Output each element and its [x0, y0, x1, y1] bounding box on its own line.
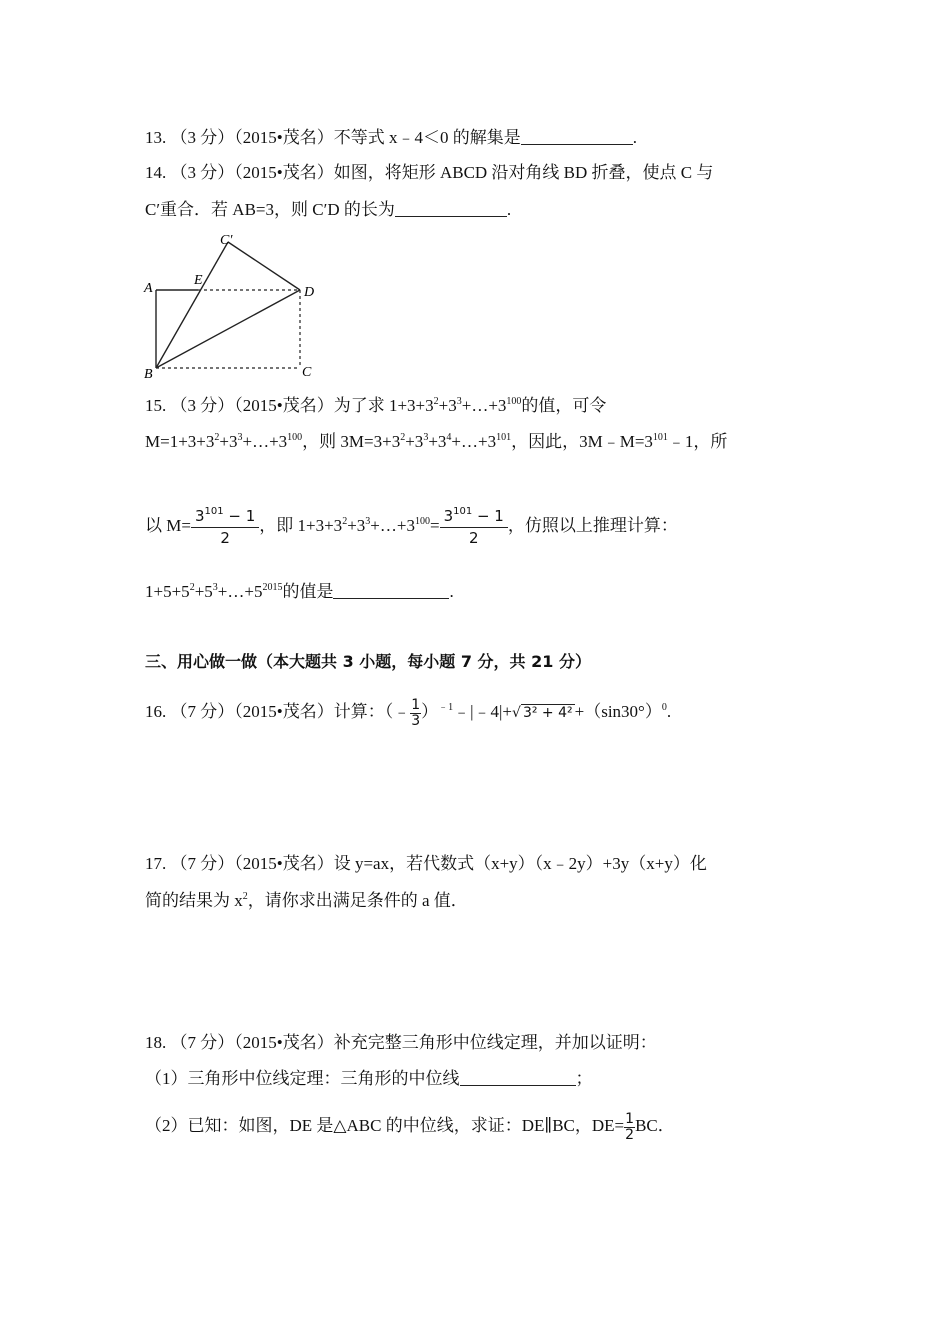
- question-17-line2: [145, 889, 468, 913]
- frac-numerator: 3: [194, 507, 205, 526]
- label-e: E: [194, 273, 203, 288]
- fraction: [191, 506, 259, 548]
- section-3-title: 三、用心做一做（本大题共 3 小题，每小题 7 分，共 21 分）: [145, 652, 591, 671]
- label-d: D: [304, 285, 315, 300]
- q16-source: （2015•茂名）: [234, 702, 334, 721]
- q14-number: 14.: [145, 163, 167, 182]
- label-a: A: [144, 281, 153, 296]
- q15-text: =: [429, 516, 440, 535]
- frac-numerator: 1: [411, 696, 421, 713]
- q18-score: （7 分）: [170, 1033, 235, 1052]
- exponent: 3: [237, 432, 243, 443]
- label-b: B: [144, 367, 153, 382]
- q15-text: +3: [219, 432, 238, 451]
- exponent: 101: [652, 432, 668, 443]
- fold-cpd: [228, 242, 300, 290]
- q13-source: （2015•茂名）: [234, 128, 334, 147]
- q16-end: .: [666, 702, 672, 721]
- q13-number: 13.: [145, 128, 167, 147]
- q14-source: （2015•茂名）: [234, 163, 334, 182]
- question-15-line1: [145, 394, 606, 418]
- question-16: [145, 696, 671, 729]
- fraction: [440, 506, 508, 548]
- q15-text: ﹣1，所: [667, 432, 728, 451]
- q16-text: ﹣|﹣4|+: [453, 702, 513, 721]
- fraction-one-third: [410, 698, 421, 729]
- exponent: 101: [496, 432, 512, 443]
- frac-denominator: 2: [625, 1126, 635, 1143]
- q16-text: 计算：: [333, 702, 385, 721]
- exponent: 3: [456, 396, 462, 407]
- q17-text: ，请你求出满足条件的 a 值．: [247, 891, 468, 910]
- label-c-prime: C′: [220, 233, 233, 248]
- q16-score: （7 分）: [170, 702, 235, 721]
- exponent: 2015: [262, 582, 283, 593]
- q17-number: 17.: [145, 854, 167, 873]
- folded-rectangle-figure: [140, 230, 330, 382]
- q15-text: +…+3: [370, 516, 415, 535]
- question-15-line3: [145, 503, 678, 549]
- q18-part1: （1）三角形中位线定理：三角形的中位线: [145, 1069, 460, 1088]
- q16-text: +（sin30°）: [574, 702, 662, 721]
- answer-blank: [395, 199, 507, 217]
- exponent: 2: [400, 432, 406, 443]
- answer-blank: [460, 1068, 576, 1086]
- answer-blank: [521, 127, 633, 145]
- frac-numerator-tail: − 1: [472, 507, 504, 526]
- q15-text: ，仿照以上推理计算：: [507, 516, 678, 535]
- exponent: 100: [287, 432, 303, 443]
- exponent: 2: [342, 516, 348, 527]
- q17-score: （7 分）: [170, 854, 235, 873]
- q18-part1-end: ；: [575, 1069, 593, 1088]
- question-18: [145, 1031, 657, 1055]
- exponent: 2: [242, 891, 248, 902]
- q15-text: +…+3: [451, 432, 497, 451]
- question-14-line1: [145, 161, 713, 185]
- question-14-line2: [145, 198, 511, 222]
- q15-text: +…+3: [461, 396, 507, 415]
- square-root: √ 3² + 4²: [512, 705, 573, 722]
- q15-text: ，则 3M=3+3: [302, 432, 401, 451]
- question-17-line1: [145, 852, 707, 876]
- question-15-line2: [145, 430, 727, 454]
- q14-text1: 如图，将矩形 ABCD 沿对角线 BD 折叠，使点 C 与: [333, 163, 714, 182]
- frac-denominator: 2: [220, 529, 230, 548]
- exponent: 3: [423, 432, 429, 443]
- q15-text: M=1+3+3: [145, 432, 215, 451]
- q15-source: （2015•茂名）: [234, 396, 334, 415]
- q15-text: +5: [194, 582, 213, 601]
- exponent: 2: [189, 582, 195, 593]
- q18-part2: （2）已知：如图，DE 是△ABC 的中位线，求证：DE∥BC，DE=: [145, 1116, 625, 1135]
- exponent: 0: [661, 702, 667, 713]
- q15-text: ，因此，3M﹣M=3: [511, 432, 653, 451]
- question-15-line4: [145, 580, 454, 604]
- radicand: 3² + 4²: [522, 705, 573, 722]
- answer-blank: [333, 581, 449, 599]
- frac-numerator: 1: [625, 1110, 635, 1127]
- q15-text: +…+3: [242, 432, 288, 451]
- q15-text: +3: [405, 432, 424, 451]
- exponent: 101: [204, 506, 224, 518]
- q15-text: ，即 1+3+3: [259, 516, 343, 535]
- q14-score: （3 分）: [170, 163, 235, 182]
- q13-end: .: [632, 128, 637, 147]
- exponent: 100: [506, 396, 522, 407]
- exponent: 2: [433, 396, 439, 407]
- q15-text: 的值是: [282, 582, 334, 601]
- q18-number: 18.: [145, 1033, 167, 1052]
- question-18-part1: [145, 1067, 593, 1091]
- q14-text2: C′重合．若 AB=3，则 C′D 的长为: [145, 200, 395, 219]
- q14-end: .: [506, 200, 512, 219]
- q13-score: （3 分）: [170, 128, 235, 147]
- q17-source: （2015•茂名）: [234, 854, 334, 873]
- q15-text: 为了求 1+3+3: [333, 396, 434, 415]
- exponent: 3: [212, 582, 218, 593]
- exponent: ﹣1: [438, 702, 454, 713]
- q17-text: 设 y=ax，若代数式（x+y）（x﹣2y）+3y（x+y）化: [333, 854, 707, 873]
- q18-text: 补充完整三角形中位线定理，并加以证明：: [333, 1033, 657, 1052]
- q18-source: （2015•茂名）: [234, 1033, 334, 1052]
- q15-end: .: [449, 582, 454, 601]
- q16-number: 16.: [145, 702, 167, 721]
- exponent: 4: [446, 432, 452, 443]
- q16-paren-close: ）: [421, 702, 439, 721]
- q15-text: 的值，可令: [521, 396, 607, 415]
- exponent: 101: [453, 506, 473, 518]
- q17-text: 简的结果为 x: [145, 891, 243, 910]
- frac-numerator-tail: − 1: [223, 507, 256, 526]
- exponent: 3: [365, 516, 371, 527]
- q15-text: 1+5+5: [145, 582, 190, 601]
- frac-denominator: 2: [468, 529, 479, 548]
- q15-text: +3: [428, 432, 447, 451]
- q15-text: +3: [438, 396, 457, 415]
- question-13: [145, 126, 637, 150]
- q15-number: 15.: [145, 396, 167, 415]
- q15-text: +…+5: [217, 582, 263, 601]
- frac-numerator: 3: [443, 507, 454, 526]
- q16-paren-open: （﹣: [384, 702, 411, 721]
- q13-text: 不等式 x﹣4＜0 的解集是: [333, 128, 521, 147]
- label-c: C: [302, 365, 312, 380]
- fraction-one-half: [624, 1112, 635, 1143]
- q15-text: +3: [347, 516, 366, 535]
- q15-text: 以 M=: [145, 516, 191, 535]
- exponent: 100: [414, 516, 430, 527]
- question-18-part2: [145, 1108, 675, 1144]
- exponent: 2: [214, 432, 220, 443]
- q18-part2-end: BC．: [635, 1116, 675, 1135]
- frac-denominator: 3: [411, 712, 421, 729]
- q15-score: （3 分）: [170, 396, 235, 415]
